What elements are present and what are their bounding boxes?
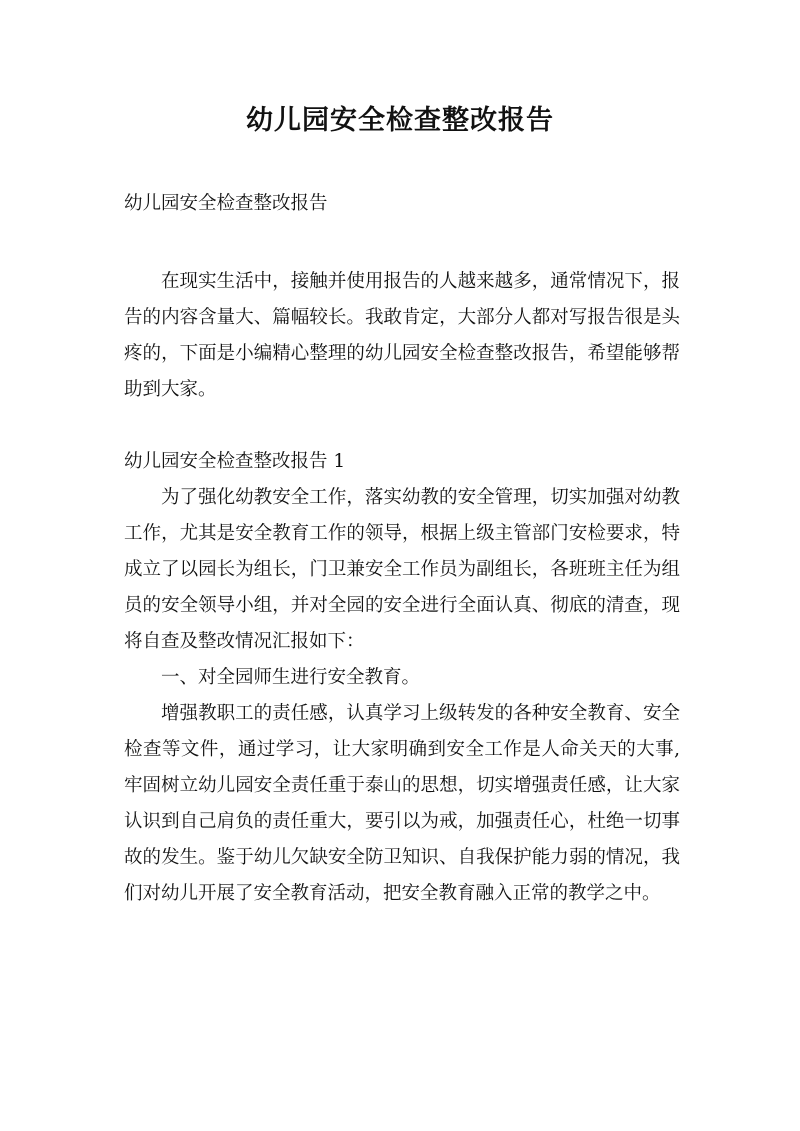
intro-paragraph: 在现实生活中，接触并使用报告的人越来越多，通常情况下，报告的内容含量大、篇幅较长。我敢肯定，大部分人都对写报告很是头疼的，下面是小编精心整理的幼儿园安全检查整改报告，希望能够帮助到大家。 — [124, 271, 680, 400]
document-subtitle: 幼儿园安全检查整改报告 — [124, 193, 328, 214]
document-body — [124, 186, 680, 912]
spacer — [124, 222, 680, 264]
body-paragraph: 增强教职工的责任感，认真学习上级转发的各种安全教育、安全检查等文件，通过学习，让大家明确到安全工作是人命关天的大事,牢固树立幼儿园安全责任重于泰山的思想，切实增强责任感，让大家认识到自己肩负的责任重大，要引以为戒，加强责任心，杜绝一切事故的发生。鉴于幼儿欠缺安全防卫知识、自我保护能力弱的情况，我们对幼儿开展了安全教育活动，把安全教育融入正常的教学之中。 — [124, 703, 680, 904]
section-heading: 幼儿园安全检查整改报告 1 — [124, 451, 346, 472]
item-heading: 一、对全园师生进行安全教育。 — [161, 667, 421, 688]
body-paragraph: 为了强化幼教安全工作，落实幼教的安全管理，切实加强对幼教工作，尤其是安全教育工作的领导，根据上级主管部门安检要求，特成立了以园长为组长，门卫兼安全工作员为副组长，各班班主任为组员的安全领导小组，并对全园的安全进行全面认真、彻底的清查，现将自查及整改情况汇报如下： — [124, 487, 680, 652]
document-title: 幼儿园安全检查整改报告 — [246, 105, 554, 136]
spacer — [124, 408, 680, 444]
